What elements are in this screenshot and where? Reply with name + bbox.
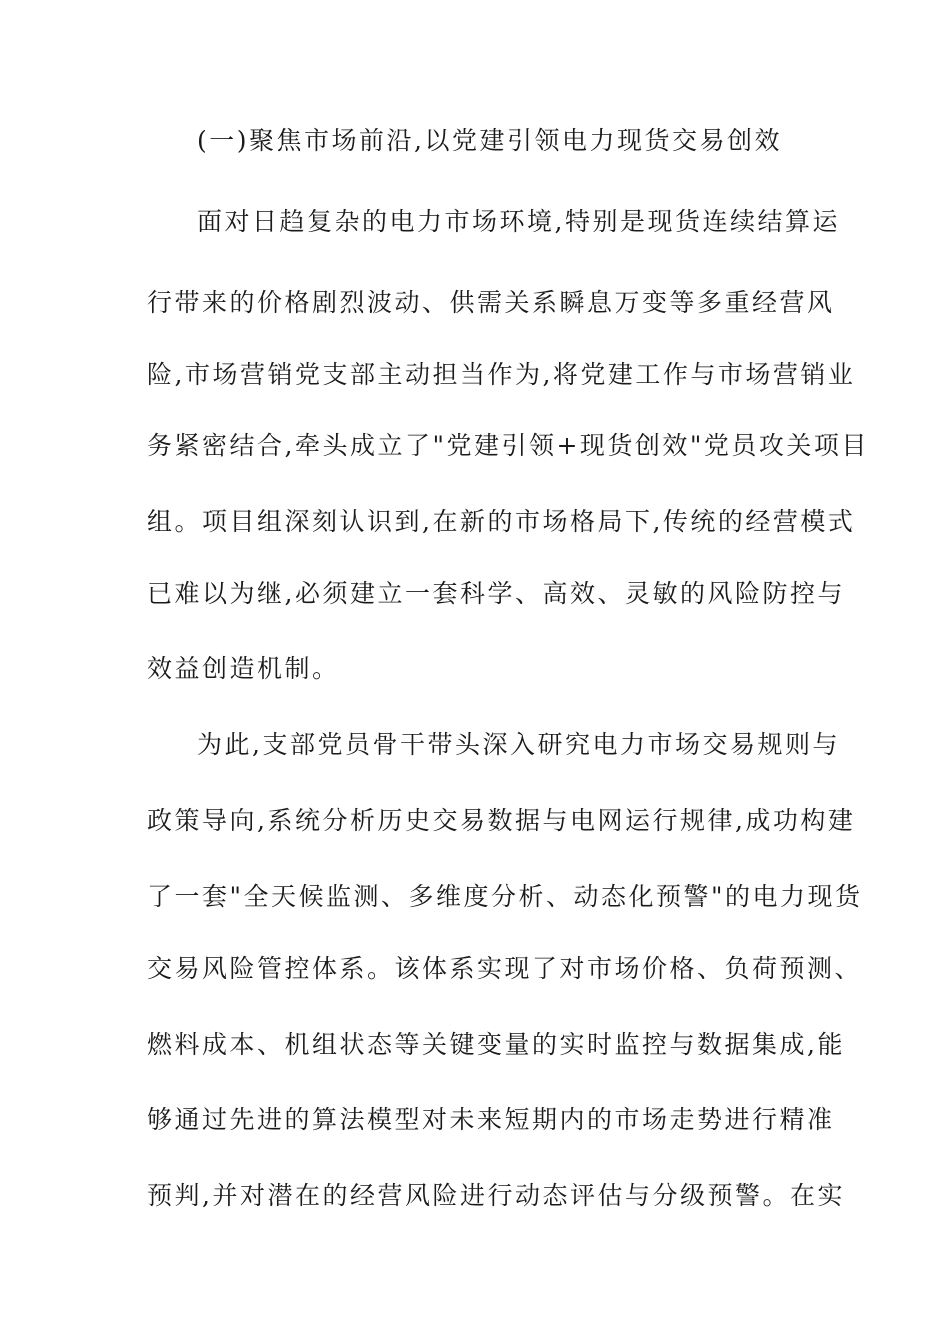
paragraph-1-line-6: 已难以为继,必须建立一套科学、高效、灵敏的风险防控与 — [147, 579, 845, 608]
paragraph-2-line-1: 为此,支部党员骨干带头深入研究电力市场交易规则与 — [197, 730, 840, 759]
section-heading: (一)聚焦市场前沿,以党建引领电力现货交易创效 — [197, 126, 782, 155]
paragraph-2-line-4: 交易风险管控体系。该体系实现了对市场价格、负荷预测、 — [147, 954, 863, 983]
paragraph-2-line-3: 了一套"全天候监测、多维度分析、动态化预警"的电力现货 — [147, 882, 863, 911]
paragraph-2-line-7: 预判,并对潜在的经营风险进行动态评估与分级预警。在实 — [147, 1181, 845, 1210]
paragraph-1-line-1: 面对日趋复杂的电力市场环境,特别是现货连续结算运 — [197, 207, 840, 236]
paragraph-2-line-5: 燃料成本、机组状态等关键变量的实时监控与数据集成,能 — [147, 1030, 845, 1059]
paragraph-1-line-5: 组。项目组深刻认识到,在新的市场格局下,传统的经营模式 — [147, 507, 856, 536]
paragraph-2-line-6: 够通过先进的算法模型对未来短期内的市场走势进行精准 — [147, 1105, 835, 1134]
paragraph-1-line-3: 险,市场营销党支部主动担当作为,将党建工作与市场营销业 — [147, 360, 856, 389]
paragraph-1-line-7: 效益创造机制。 — [147, 654, 340, 683]
paragraph-1-line-4: 务紧密结合,牵头成立了"党建引领+现货创效"党员攻关项目 — [147, 431, 869, 460]
paragraph-1-line-2: 行带来的价格剧烈波动、供需关系瞬息万变等多重经营风 — [147, 288, 835, 317]
paragraph-2-line-2: 政策导向,系统分析历史交易数据与电网运行规律,成功构建 — [147, 806, 856, 835]
